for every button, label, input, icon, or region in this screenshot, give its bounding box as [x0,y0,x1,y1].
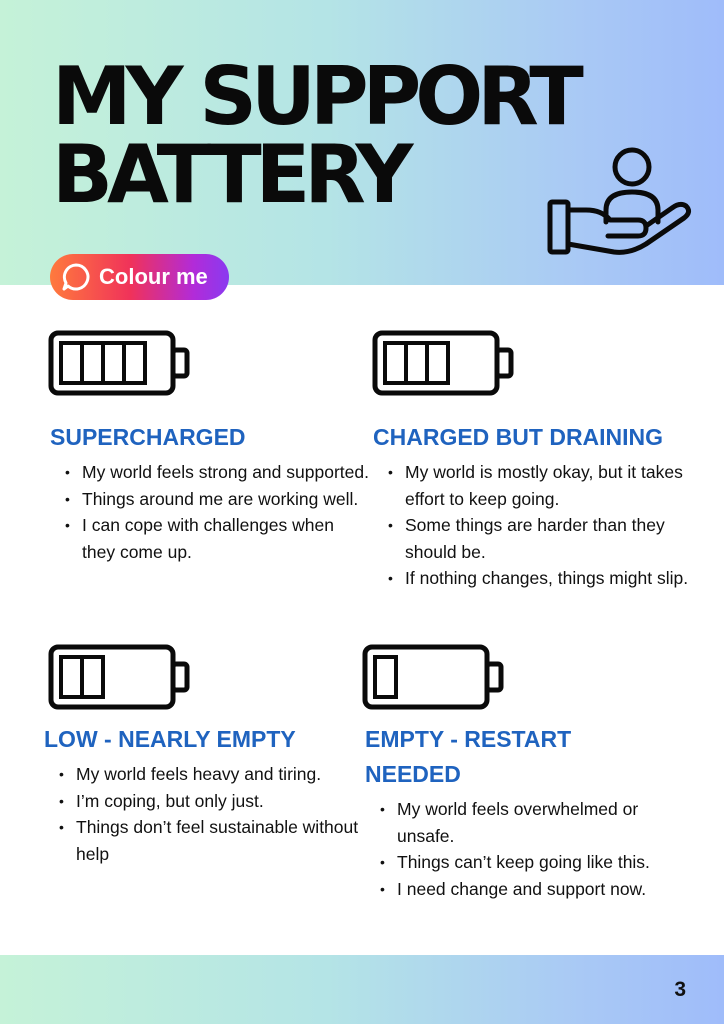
list-item: • Things don’t feel sustainable without help [76,814,364,867]
footer-band [0,955,724,1024]
title-line-1: MY SUPPORT [52,50,578,143]
battery-three-quarter-icon [372,330,514,396]
title-line-2: BATTERY [52,128,408,221]
list-item: • If nothing changes, things might slip. [405,565,703,592]
section-title: CHARGED BUT DRAINING [373,424,664,450]
badge-label: Colour me [99,264,208,289]
section-charged-but-draining [373,420,703,592]
section-list [44,761,364,867]
colour-me-badge [50,254,229,300]
section-supercharged [50,420,370,565]
section-empty-restart-needed [365,722,695,902]
list-item: • My world feels heavy and tiring. [76,761,364,788]
list-item: • I’m coping, but only just. [76,788,364,815]
list-item: • My world feels strong and supported. [82,459,370,486]
list-item: • I need change and support now. [397,876,695,903]
section-list [50,459,370,565]
section-list [373,459,703,592]
battery-charge-block [375,657,396,697]
battery-terminal [487,664,501,690]
page-number: 3 [674,978,686,1001]
section-title: EMPTY - RESTART NEEDED [365,726,572,787]
section-title: SUPERCHARGED [50,424,246,450]
section-title: LOW - NEARLY EMPTY [44,726,296,752]
battery-terminal [173,350,187,376]
battery-full-icon [48,330,190,396]
battery-charge-block [385,343,448,383]
list-item: • I can cope with challenges when they come up. [82,512,370,565]
list-item: • Things around me are working well. [82,486,370,513]
battery-low-icon [48,644,190,710]
battery-terminal [497,350,511,376]
battery-terminal [173,664,187,690]
battery-empty-icon [362,644,504,710]
list-item: • Things can’t keep going like this. [397,849,695,876]
list-item: • Some things are harder than they should be. [405,512,703,565]
section-low-nearly-empty [44,722,364,867]
list-item: • My world is mostly okay, but it takes effort to keep going. [405,459,703,512]
speech-bubble-icon [61,262,91,292]
section-list [365,796,695,902]
list-item: • My world feels overwhelmed or unsafe. [397,796,695,849]
hand-holding-person-icon [546,140,696,265]
